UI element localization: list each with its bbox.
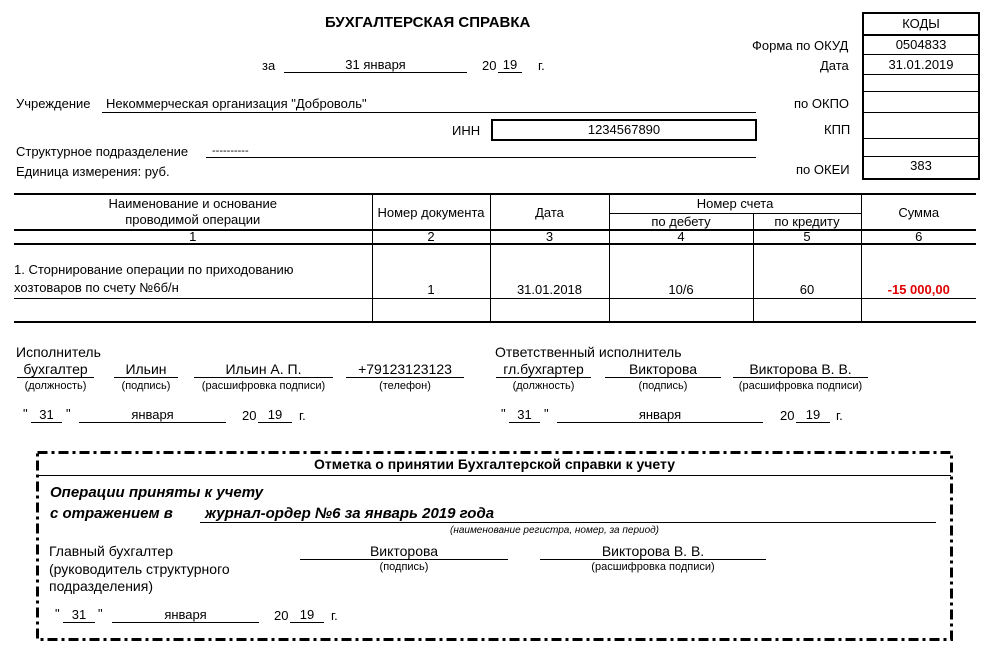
header-date [490,194,609,230]
stamp-month[interactable]: января [112,607,259,623]
codes-values-box [862,35,980,180]
responsible-month[interactable]: января [557,407,763,423]
document-date[interactable]: 31 января [284,57,467,73]
executor-name-caption: (расшифровка подписи) [201,380,326,392]
executor-signature[interactable]: Ильин [114,361,178,378]
stamp-signature[interactable]: Викторова [300,543,508,560]
responsible-signature-caption: (подпись) [638,380,688,392]
stamp-title: Отметка о принятии Бухгалтерской справки к учету [314,456,675,472]
executor-quote-open: " [23,406,28,421]
responsible-year-prefix: 20 [780,408,795,423]
colnum-2-text: 2 [427,229,435,244]
struct-value: ---------- [212,145,249,157]
colnum-4 [609,230,753,244]
codes-header [862,12,980,35]
row-doc-text: 1 [427,281,435,297]
empty-cell [861,298,976,322]
responsible-name-caption: (расшифровка подписи) [738,380,863,392]
responsible-year-suffix: г. [836,408,843,423]
executor-signature-caption: (подпись) [121,380,171,392]
executor-phone[interactable]: +79123123123 [346,361,464,378]
empty-cell [490,298,609,322]
responsible-title: Ответственный исполнитель [495,344,682,360]
date-label: Дата [820,58,849,73]
year-prefix: 20 [482,58,497,73]
colnum-3 [490,230,609,244]
header-sum-text: Сумма [898,204,940,220]
header-name-text: Наименование и основание проводимой операции [108,196,277,227]
okud-value[interactable]: 0504833 [864,36,978,55]
executor-name[interactable]: Ильин А. П. [194,361,333,378]
responsible-year[interactable]: 19 [796,407,830,423]
colnum-4-text: 4 [677,229,685,244]
executor-position-caption: (должность) [24,380,87,392]
blank-code-row-2 [864,139,978,157]
row-debit-text: 10/6 [668,281,694,297]
org-label: Учреждение [16,96,91,111]
stamp-chief-line3: подразделения) [49,578,153,594]
table-row[interactable] [14,244,976,298]
executor-quote-close: " [66,406,71,421]
responsible-day[interactable]: 31 [509,407,540,423]
responsible-quote-open: " [501,406,506,421]
colnum-5-text: 5 [803,229,811,244]
kpp-label: КПП [824,122,851,137]
stamp-chief-line1: Главный бухгалтер [49,543,173,559]
stamp-year-suffix: г. [331,608,338,623]
header-doc [372,194,490,230]
header-account [609,194,861,213]
stamp-name[interactable]: Викторова В. В. [540,543,766,560]
stamp-title-line [38,475,951,476]
header-credit [753,213,861,230]
document-year[interactable]: 19 [498,57,522,73]
empty-cell [372,298,490,322]
okei-value[interactable]: 383 [910,158,932,173]
stamp-signature-caption: (подпись) [379,561,429,573]
kpp-value[interactable] [864,113,978,139]
executor-year-suffix: г. [299,408,306,423]
row-doc [372,244,490,298]
header-debit [609,213,753,230]
operations-table [14,193,976,323]
header-doc-text: Номер документа [377,204,485,220]
header-name [14,194,372,230]
row-sum [861,244,976,298]
header-credit-text: по кредиту [774,213,840,229]
struct-line [206,157,756,158]
stamp-year[interactable]: 19 [290,607,324,623]
document-title: БУХГАЛТЕРСКАЯ СПРАВКА [325,14,531,31]
executor-phone-caption: (телефон) [379,380,431,392]
codes-header-text: КОДЫ [902,16,940,31]
responsible-position-caption: (должность) [512,380,575,392]
stamp-name-caption: (расшифровка подписи) [591,561,715,573]
row-credit [753,244,861,298]
colnum-1-text: 1 [189,229,197,244]
executor-month[interactable]: января [79,407,226,423]
stamp-quote-open: " [55,606,60,621]
colnum-3-text: 3 [545,229,554,244]
empty-cell [14,298,372,322]
row-credit-text: 60 [799,281,815,297]
colnum-2 [372,230,490,244]
executor-position[interactable]: бухгалтер [17,361,94,378]
colnum-6-text: 6 [915,229,923,244]
inn-label: ИНН [452,123,481,138]
executor-year-prefix: 20 [242,408,257,423]
struct-label: Структурное подразделение [16,144,189,159]
header-debit-text: по дебету [651,213,711,229]
responsible-position[interactable]: гл.бухгартер [496,361,591,378]
responsible-signature[interactable]: Викторова [605,361,721,378]
empty-cell [753,298,861,322]
unit-label: Единица измерения: руб. [16,164,170,179]
executor-year[interactable]: 19 [258,407,292,423]
stamp-line1: Операции приняты к учету [50,484,264,501]
row-name-line2: хозтоваров по счету №6б/н [14,279,179,295]
date-za-label: за [262,58,276,73]
header-sum [861,194,976,230]
table-row-empty[interactable] [14,298,976,322]
stamp-year-prefix: 20 [274,608,289,623]
row-date [490,244,609,298]
responsible-quote-close: " [544,406,549,421]
row-name [14,244,372,298]
okud-label: Форма по ОКУД [752,38,849,53]
executor-day[interactable]: 31 [31,407,62,423]
colnum-6 [861,230,976,244]
org-value: Некоммерческая организация "Доброволь" [106,96,367,111]
row-date-text: 31.01.2018 [516,281,583,297]
org-value-line[interactable] [102,93,756,113]
blank-code-row [864,75,978,92]
okpo-value[interactable] [864,92,978,113]
header-date-text: Дата [535,204,564,220]
executor-title: Исполнитель [16,344,101,360]
stamp-chief-line2: (руководитель структурного [49,561,230,577]
stamp-line2: с отражением в [50,505,173,522]
okpo-label: по ОКПО [794,96,850,111]
row-debit [609,244,753,298]
stamp-register-caption: (наименование регистра, номер, за период) [450,525,659,536]
colnum-5 [753,230,861,244]
inn-value[interactable]: 1234567890 [491,119,757,141]
stamp-day[interactable]: 31 [63,607,95,623]
stamp-quote-close: " [98,606,103,621]
row-name-line1: 1. Сторнирование операции по приходованию [14,261,294,277]
row-sum-text: -15 000,00 [887,281,950,297]
header-account-text: Номер счета [696,196,774,212]
year-suffix: г. [538,58,545,73]
okei-label: по ОКЕИ [796,162,850,177]
colnum-1 [14,230,372,244]
stamp-register[interactable]: журнал-ордер №6 за январь 2019 года [200,505,936,523]
empty-cell [609,298,753,322]
responsible-name[interactable]: Викторова В. В. [733,361,868,378]
date-value[interactable]: 31.01.2019 [864,55,978,75]
